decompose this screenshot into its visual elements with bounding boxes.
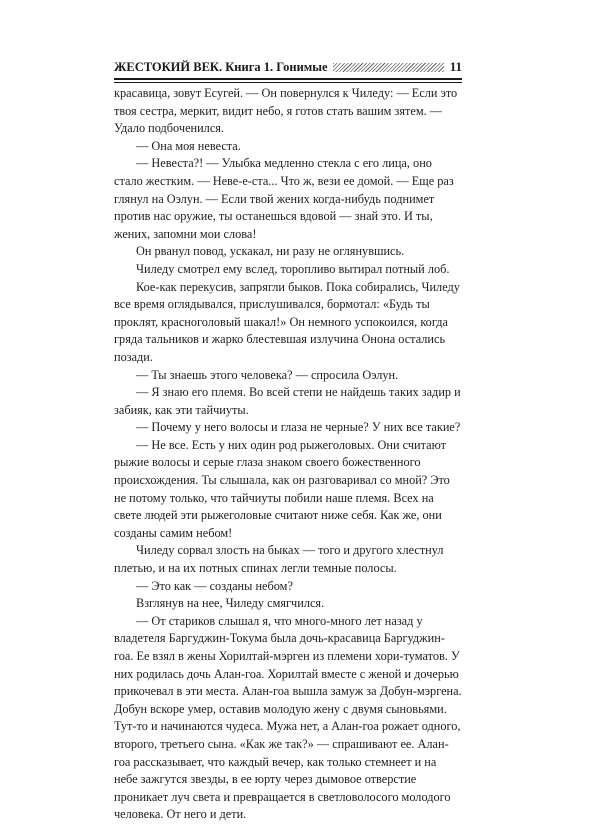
paragraph: красавица, зовут Есугей. — Он повернулся к Чиледу: — Если это твоя сестра, меркит, видит небо, я готов стать вашим зятем. — Удало подбоченился. [114,86,458,136]
paragraph: — Я знаю его племя. Во всей степи не найдешь таких задир и забияк, как эти тайчиуты. [114,385,461,417]
paragraph: — Почему у него волосы и глаза не черные? У них все такие? [136,420,461,435]
paragraph: — Невеста?! — Улыбка медленно стекла с его лица, оно стало жестким. — Неве-е-ста... Что ж, вези ее домой. — Еще раз глянул на Оэлун. — Если твой жених когда-нибудь поднимет против нас оружие, ты останешься вдовой — знай это. И ты, жених, запомни мои слова! [114,156,454,241]
paragraph: — Не все. Есть у них один род рыжеголовых. Они считают рыжие волосы и серые глаза знаком своего божественного происхождения. Ты слышала, как он разговаривал со мной? Это не потому только, что тайчиуты побили наше племя. Всех на свете людей эти рыжеголовые считают ниже себя. Как же, они созданы самим небом! [114,437,450,540]
header-rule-thick [114,78,462,80]
running-header [114,57,462,77]
header-hatch-ornament [333,63,444,72]
running-title: ЖЕСТОКИЙ ВЕК. Книга 1. Гонимые [114,59,328,74]
paragraph: — Ты знаешь этого человека? — спросила Оэлун. [136,367,399,382]
paragraph: — Это как — созданы небом? [136,578,293,593]
paragraph: Чиледу смотрел ему вслед, торопливо вытирал потный лоб. [136,261,450,276]
paragraph: Кое-как перекусив, запрягли быков. Пока собирались, Чиледу все время оглядывался, прислушивался, бормотал: «Будь ты проклят, красноголовый шакал!» Он немного успокоился, когда гряда тальников и жарко блестевшая излучина Онона остались позади. [114,279,460,364]
paragraph: — От стариков слышал я, что много-много лет назад у владетеля Баргуджин-Токума была дочь-красавица Баргуджин-гоа. Ее взял в жены Хорилтай-мэрген из племени хори-туматов. У них родилась дочь Алан-гоа. Хорилтай вместе с женой и дочерью прикочевал в эти места. Алан-гоа вышла замуж за Добун-мэргена. Добун вскоре умер, оставив молодую жену с двумя сыновьями. Тут-то и начинаются чудеса. Мужа нет, а Алан-гоа рожает одного, второго, третьего сына. «Как же так?» — спрашивают ее. Алан-гоа рассказывает, что каждый вечер, как только стемнеет и на небе зажгутся звезды, в ее юрту через дымовое отверстие проникает луч света и превращается в светловолосого молодого человека. От него и дети. [114,613,462,822]
header-rule-thin [114,82,462,83]
paragraph: Взглянув на нее, Чиледу смягчился. [136,596,325,611]
page-number: 11 [449,59,462,74]
paragraph: Он рванул повод, ускакал, ни разу не оглянувшись. [136,244,405,259]
paragraph: — Она моя невеста. [136,138,241,153]
body-text [114,85,462,824]
paragraph: Чиледу сорвал злость на быках — того и другого хлестнул плетью, и на их потных спинах легли темные полосы. [114,543,444,576]
